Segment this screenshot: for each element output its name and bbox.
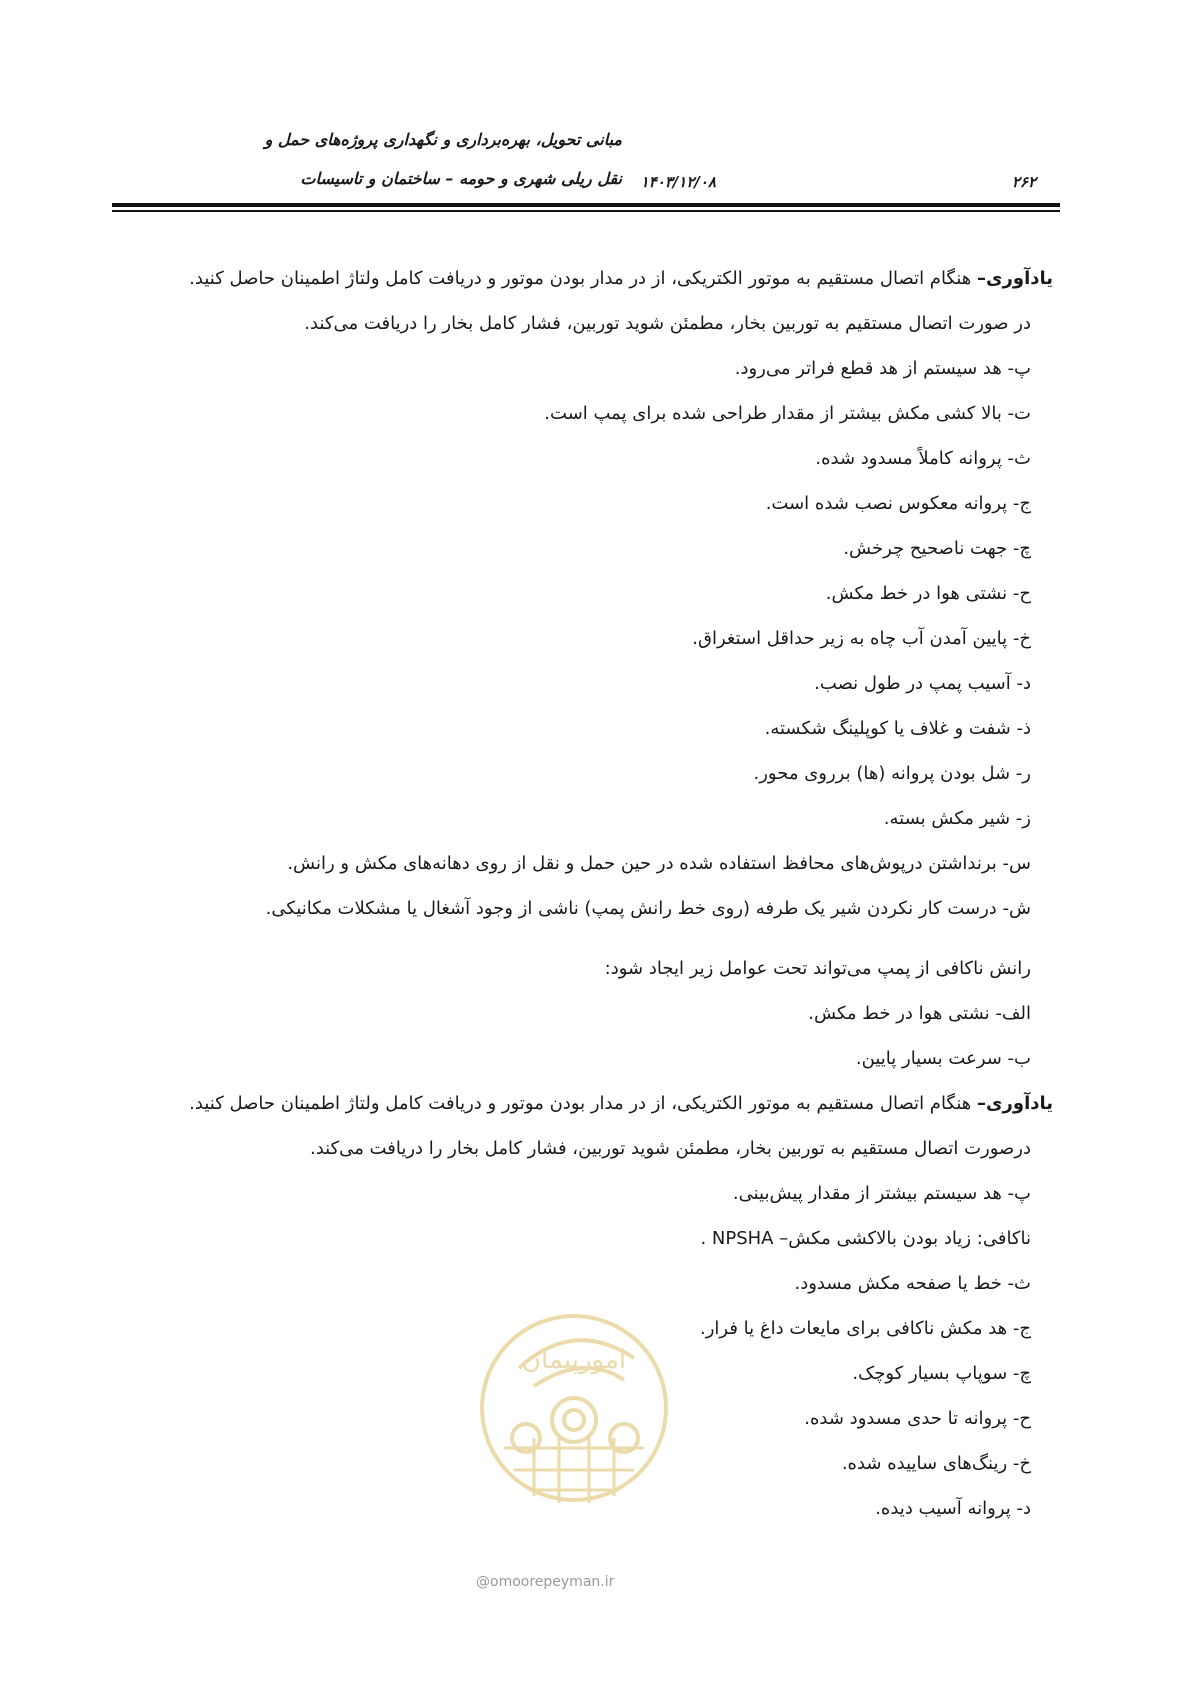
header-rule-thick <box>112 203 1060 207</box>
watermark-logo-text: امورپیمان <box>521 1345 627 1375</box>
page-body <box>101 256 1053 1531</box>
body-line: در صورت اتصال مستقیم به توربین بخار، مطمئن شوید توربین، فشار کامل بخار را دریافت می‌کند. <box>304 313 1031 334</box>
list-item: پ- هد سیستم بیشتر از مقدار پیش‌بینی. <box>732 1183 1031 1204</box>
page-number: ۲۶۲ <box>1011 173 1036 191</box>
reminder-text: هنگام اتصال مستقیم به موتور الکتریکی، از در مدار بودن موتور و دریافت کامل ولتاژ اطمینان حاصل کنید. <box>189 268 978 289</box>
list-item: ث- پروانه کاملاً مسدود شده. <box>815 448 1031 469</box>
list-item: الف- نشتی هوا در خط مکش. <box>808 1003 1031 1024</box>
header-title-line2: نقل ریلی شهری و حومه – ساختمان و تاسیسات <box>300 169 622 188</box>
reminder-label: یادآوری– <box>977 268 1053 289</box>
list-item: ح- پروانه تا حدی مسدود شده. <box>804 1408 1031 1429</box>
list-item: د- پروانه آسیب دیده. <box>875 1498 1031 1519</box>
list-item: خ- رینگ‌های ساییده شده. <box>841 1453 1031 1474</box>
list-item: خ- پایین آمدن آب چاه به زیر حداقل استغراق. <box>692 628 1031 649</box>
list-item: ت- بالا کشی مکش بیشتر از مقدار طراحی شده برای پمپ است. <box>544 403 1031 424</box>
list-item: ج- پروانه معکوس نصب شده است. <box>765 493 1031 514</box>
list-item: د- آسیب پمپ در طول نصب. <box>814 673 1031 694</box>
header-date: ۱۴۰۳/۱۲/۰۸ <box>640 173 716 191</box>
list-item: س- برنداشتن درپوش‌های محافظ استفاده شده در حین حمل و نقل از روی دهانه‌های مکش و رانش. <box>287 853 1031 874</box>
list-item: چ- سوپاپ بسیار کوچک. <box>852 1363 1031 1384</box>
reminder-label: یادآوری– <box>977 1093 1053 1114</box>
list-item: ناکافی: زیاد بودن بالاکشی مکش– NPSHA . <box>700 1228 1031 1249</box>
reminder-text: هنگام اتصال مستقیم به موتور الکتریکی، از در مدار بودن موتور و دریافت کامل ولتاژ اطمینان حاصل کنید. <box>189 1093 978 1114</box>
list-item: ح- نشتی هوا در خط مکش. <box>825 583 1031 604</box>
watermark-caption: @omoorepeyman.ir <box>476 1574 615 1590</box>
list-item: ذ- شفت و غلاف یا کوپلینگ شکسته. <box>764 718 1031 739</box>
list-item: ب- سرعت بسیار پایین. <box>855 1048 1031 1069</box>
reminder-paragraph-1 <box>101 256 1053 301</box>
list-item: ر- شل بودن پروانه (ها) برروی محور. <box>753 763 1031 784</box>
body-line: درصورت اتصال مستقیم به توربین بخار، مطمئن شوید توربین، فشار کامل بخار را دریافت می‌کند. <box>310 1138 1031 1159</box>
list-item: چ- جهت ناصحیح چرخش. <box>843 538 1031 559</box>
page-header <box>112 118 1060 218</box>
list-item: ش- درست کار نکردن شیر یک طرفه (روی خط رانش پمپ) ناشی از وجود آشغال یا مشکلات مکانیکی. <box>265 898 1031 919</box>
list-item: ث- خط یا صفحه مکش مسدود. <box>794 1273 1031 1294</box>
list-item: پ- هد سیستم از هد قطع فراتر می‌رود. <box>734 358 1031 379</box>
list-item: ز- شیر مکش بسته. <box>883 808 1031 829</box>
section-intro: رانش ناکافی از پمپ می‌تواند تحت عوامل زیر ایجاد شود: <box>604 958 1031 979</box>
reminder-paragraph-2 <box>101 1081 1053 1126</box>
header-rule-thin <box>112 210 1060 212</box>
list-item: ج- هد مکش ناکافی برای مایعات داغ یا فرار. <box>700 1318 1031 1339</box>
header-title-line1: مبانی تحویل، بهره‌برداری و نگهداری پروژه‌های حمل و <box>264 130 622 149</box>
